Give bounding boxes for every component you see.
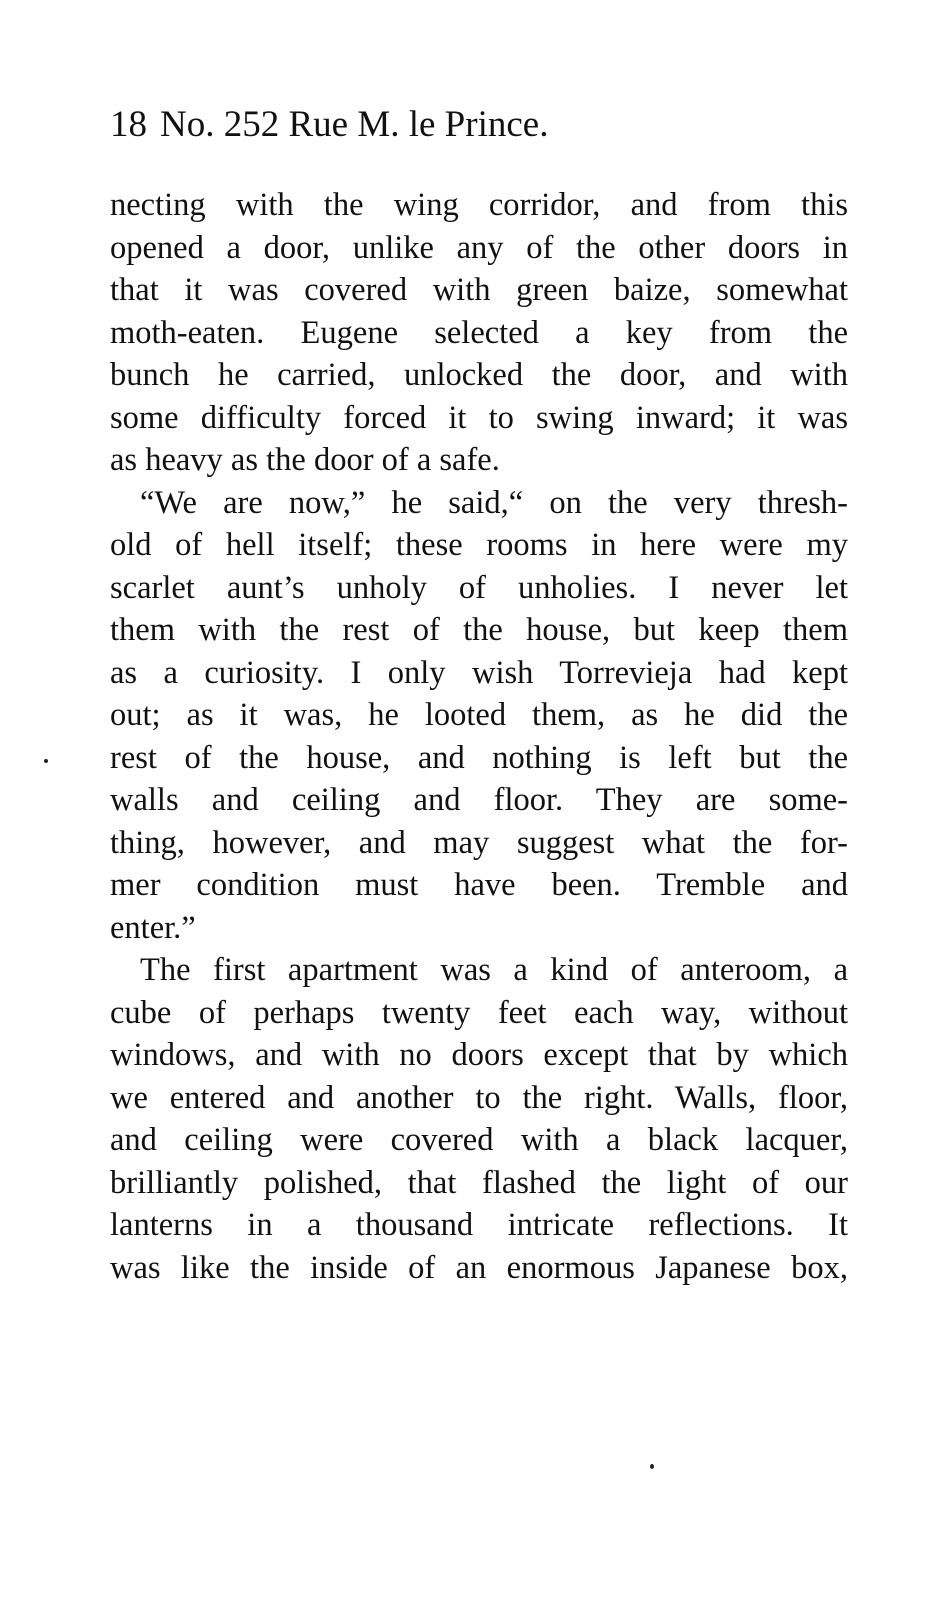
text-line: cube of perhaps twenty feet each way, without [110,994,848,1031]
text-line: opened a door, unlike any of the other doors in [110,229,848,266]
text-line: as heavy as the door of a safe. [110,442,500,478]
scan-speck [44,759,48,763]
text-line: scarlet aunt’s unholy of unholies. I never let [110,569,848,606]
text-line: that it was covered with green baize, somewhat [110,272,848,308]
text-line: thing, however, and may suggest what the for- [110,824,848,861]
page-number: 18 [110,104,147,145]
text-line: some difficulty forced it to swing inward; it was [110,399,848,436]
text-line: enter.” [110,909,196,946]
running-title: No. 252 Rue M. le Prince. [160,104,549,145]
text-line: bunch he carried, unlocked the door, and with [110,357,848,393]
text-line: walls and ceiling and floor. They are some- [110,782,848,818]
text-line: “We are now,” he said,“ on the very thresh- [140,484,848,521]
text-line: out; as it was, he looted them, as he did the [110,697,848,733]
text-line: mer condition must have been. Tremble and [110,867,848,903]
text-line: lanterns in a thousand intricate reflections. It [110,1207,848,1243]
text-line: necting with the wing corridor, and from this [110,187,848,223]
text-line: them with the rest of the house, but keep them [110,612,848,648]
text-line: was like the inside of an enormous Japanese box, [110,1249,848,1286]
text-line: brilliantly polished, that flashed the light of our [110,1164,848,1201]
text-line: old of hell itself; these rooms in here were my [110,527,848,563]
text-line: The first apartment was a kind of anteroom, a [140,952,848,988]
text-line: windows, and with no doors except that by which [110,1037,848,1073]
text-line: and ceiling were covered with a black lacquer, [110,1122,848,1158]
text-line: we entered and another to the right. Walls, floor, [110,1079,848,1116]
text-line: rest of the house, and nothing is left but the [110,739,848,776]
text-line: moth-eaten. Eugene selected a key from the [110,314,848,351]
running-header [110,100,750,150]
body-text [110,184,848,1289]
text-line: as a curiosity. I only wish Torrevieja had kept [110,654,848,691]
scan-speck [650,1464,654,1469]
